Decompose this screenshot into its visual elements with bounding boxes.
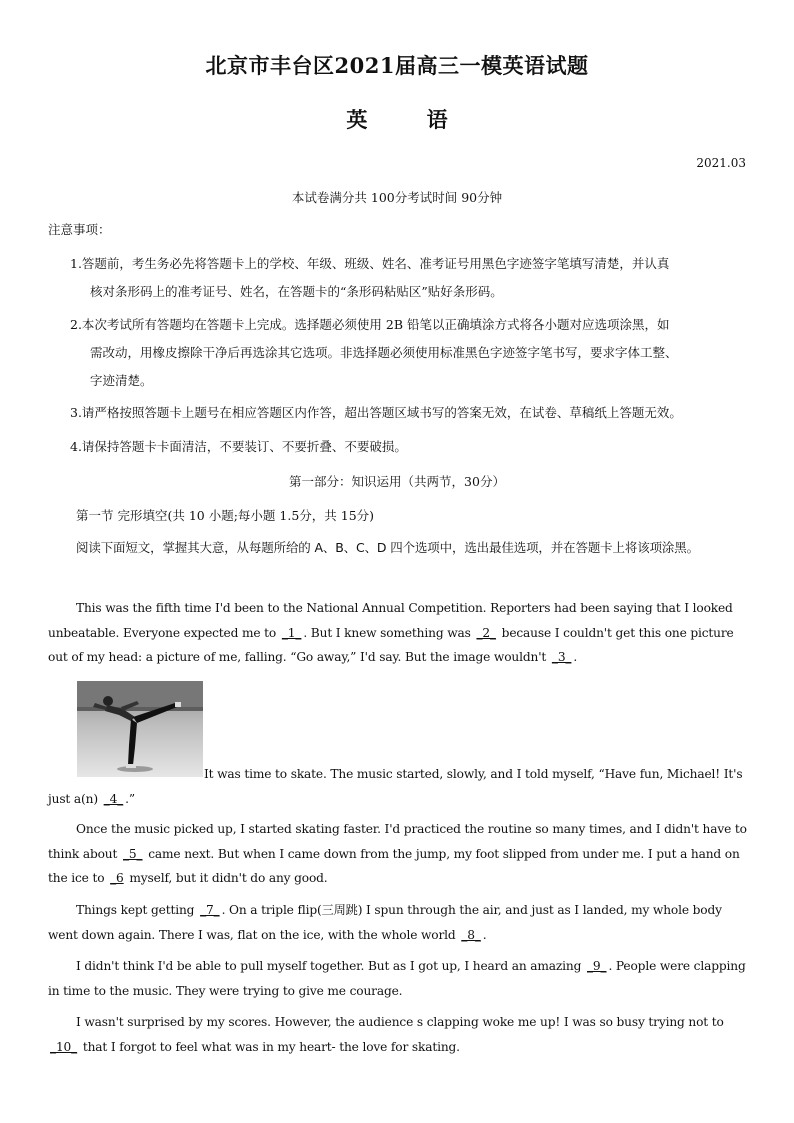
passage-paragraph-3: Once the music picked up, I started skating faster. I'd practiced the routine so many times, and I didn't have to think about _5_ came next. But when I came down from the jump, my foot slipped from under me. I put a hand on the ice to _6 myself, but it didn't do any good. (48, 822, 747, 885)
note-line: 需改动，用橡皮擦除干净后再选涂其它选项。非选择题必须使用标准黑色字迹签字笔书写，要求字体工整、 (90, 345, 678, 360)
passage-paragraph-6: I wasn't surprised by my scores. However, the audience s clapping woke me up! I was so busy trying not to _10_ that I forgot to feel what was in my heart- the love for skating. (50, 1015, 724, 1054)
section-heading: 第一节 完形填空(共 10 小题;每小题 1.5分，共 15分) (76, 508, 375, 523)
blank-6: _6 (110, 871, 124, 885)
note-line: 3.请严格按照答题卡上题号在相应答题区内作答，超出答题区域书写的答案无效，在试卷、草稿纸上答题无效。 (70, 405, 682, 420)
note-line: 2.本次考试所有答题均在答题卡上完成。选择题必须使用 2B 铅笔以正确填涂方式将各小题对应选项涂黑，如 (70, 317, 670, 332)
blank-3: _3_ (551, 650, 572, 664)
blank-8: _8_ (461, 927, 481, 942)
blank-10: _10_ (50, 1039, 78, 1054)
exam-date: 2021.03 (696, 156, 746, 170)
blank-1: _1_ (281, 625, 302, 640)
passage-paragraph-5: I didn't think I'd be able to pull myself together. But as I got up, I heard an amazing _9_ . People were clapping in time to the music. They were trying to give me courage. (48, 959, 746, 998)
blank-4: _4_ (103, 791, 124, 806)
notes-heading: 注意事项： (48, 222, 111, 237)
exam-meta: 本试卷满分共 100分考试时间 90分钟 (291, 190, 503, 205)
blank-5: _5_ (122, 846, 143, 861)
part-heading: 第一部分：知识运用（共两节，30分） (289, 474, 505, 489)
note-item-2 (70, 311, 760, 395)
note-item-1 (70, 250, 760, 306)
blank-9: _9_ (586, 959, 607, 973)
blank-2: _2_ (476, 625, 496, 640)
passage-paragraph-2: It was time to skate. The music started, slowly, and I told myself, “Have fun, Michael! It's just a(n) _4_ .” (48, 767, 743, 806)
instructions: 阅读下面短文，掌握其大意，从每题所给的 A、B、C、D 四个选项中，选出最佳选项，并在答题卡上将该项涂黑。 (76, 540, 699, 555)
subject-title: 英 语 (346, 107, 474, 132)
passage-paragraph-4: Things kept getting _7_ . On a triple flip(三周跳) I spun through the air, and just as I landed, my whole body went down again. There I was, flat on the ice, with the whole world _8_ . (48, 903, 722, 942)
blank-7: _7_ (200, 903, 220, 917)
page-title: 北京市丰台区2021届高三一模英语试题 (205, 53, 589, 78)
note-item-4 (70, 433, 760, 461)
passage-paragraph-1: This was the fifth time I'd been to the National Annual Competition. Reporters had been saying that I looked unbeatable. Everyone expected me to _1_ . But I knew something was _2_ because I couldn't get this one picture out of my head: a picture of me, falling. “Go away,” I'd say. But the image wouldn't _3_ . (48, 601, 734, 664)
note-line: 核对条形码上的准考证号、姓名，在答题卡的“条形码粘贴区”贴好条形码。 (90, 284, 503, 299)
note-line: 1.答题前，考生务必先将答题卡上的学校、年级、班级、姓名、准考证号用黑色字迹签字笔填写清楚，并认真 (70, 256, 670, 271)
note-line: 4.请保持答题卡卡面清洁，不要装订、不要折叠、不要破损。 (70, 439, 407, 454)
note-line: 字迹清楚。 (90, 373, 153, 388)
note-item-3 (70, 399, 760, 427)
